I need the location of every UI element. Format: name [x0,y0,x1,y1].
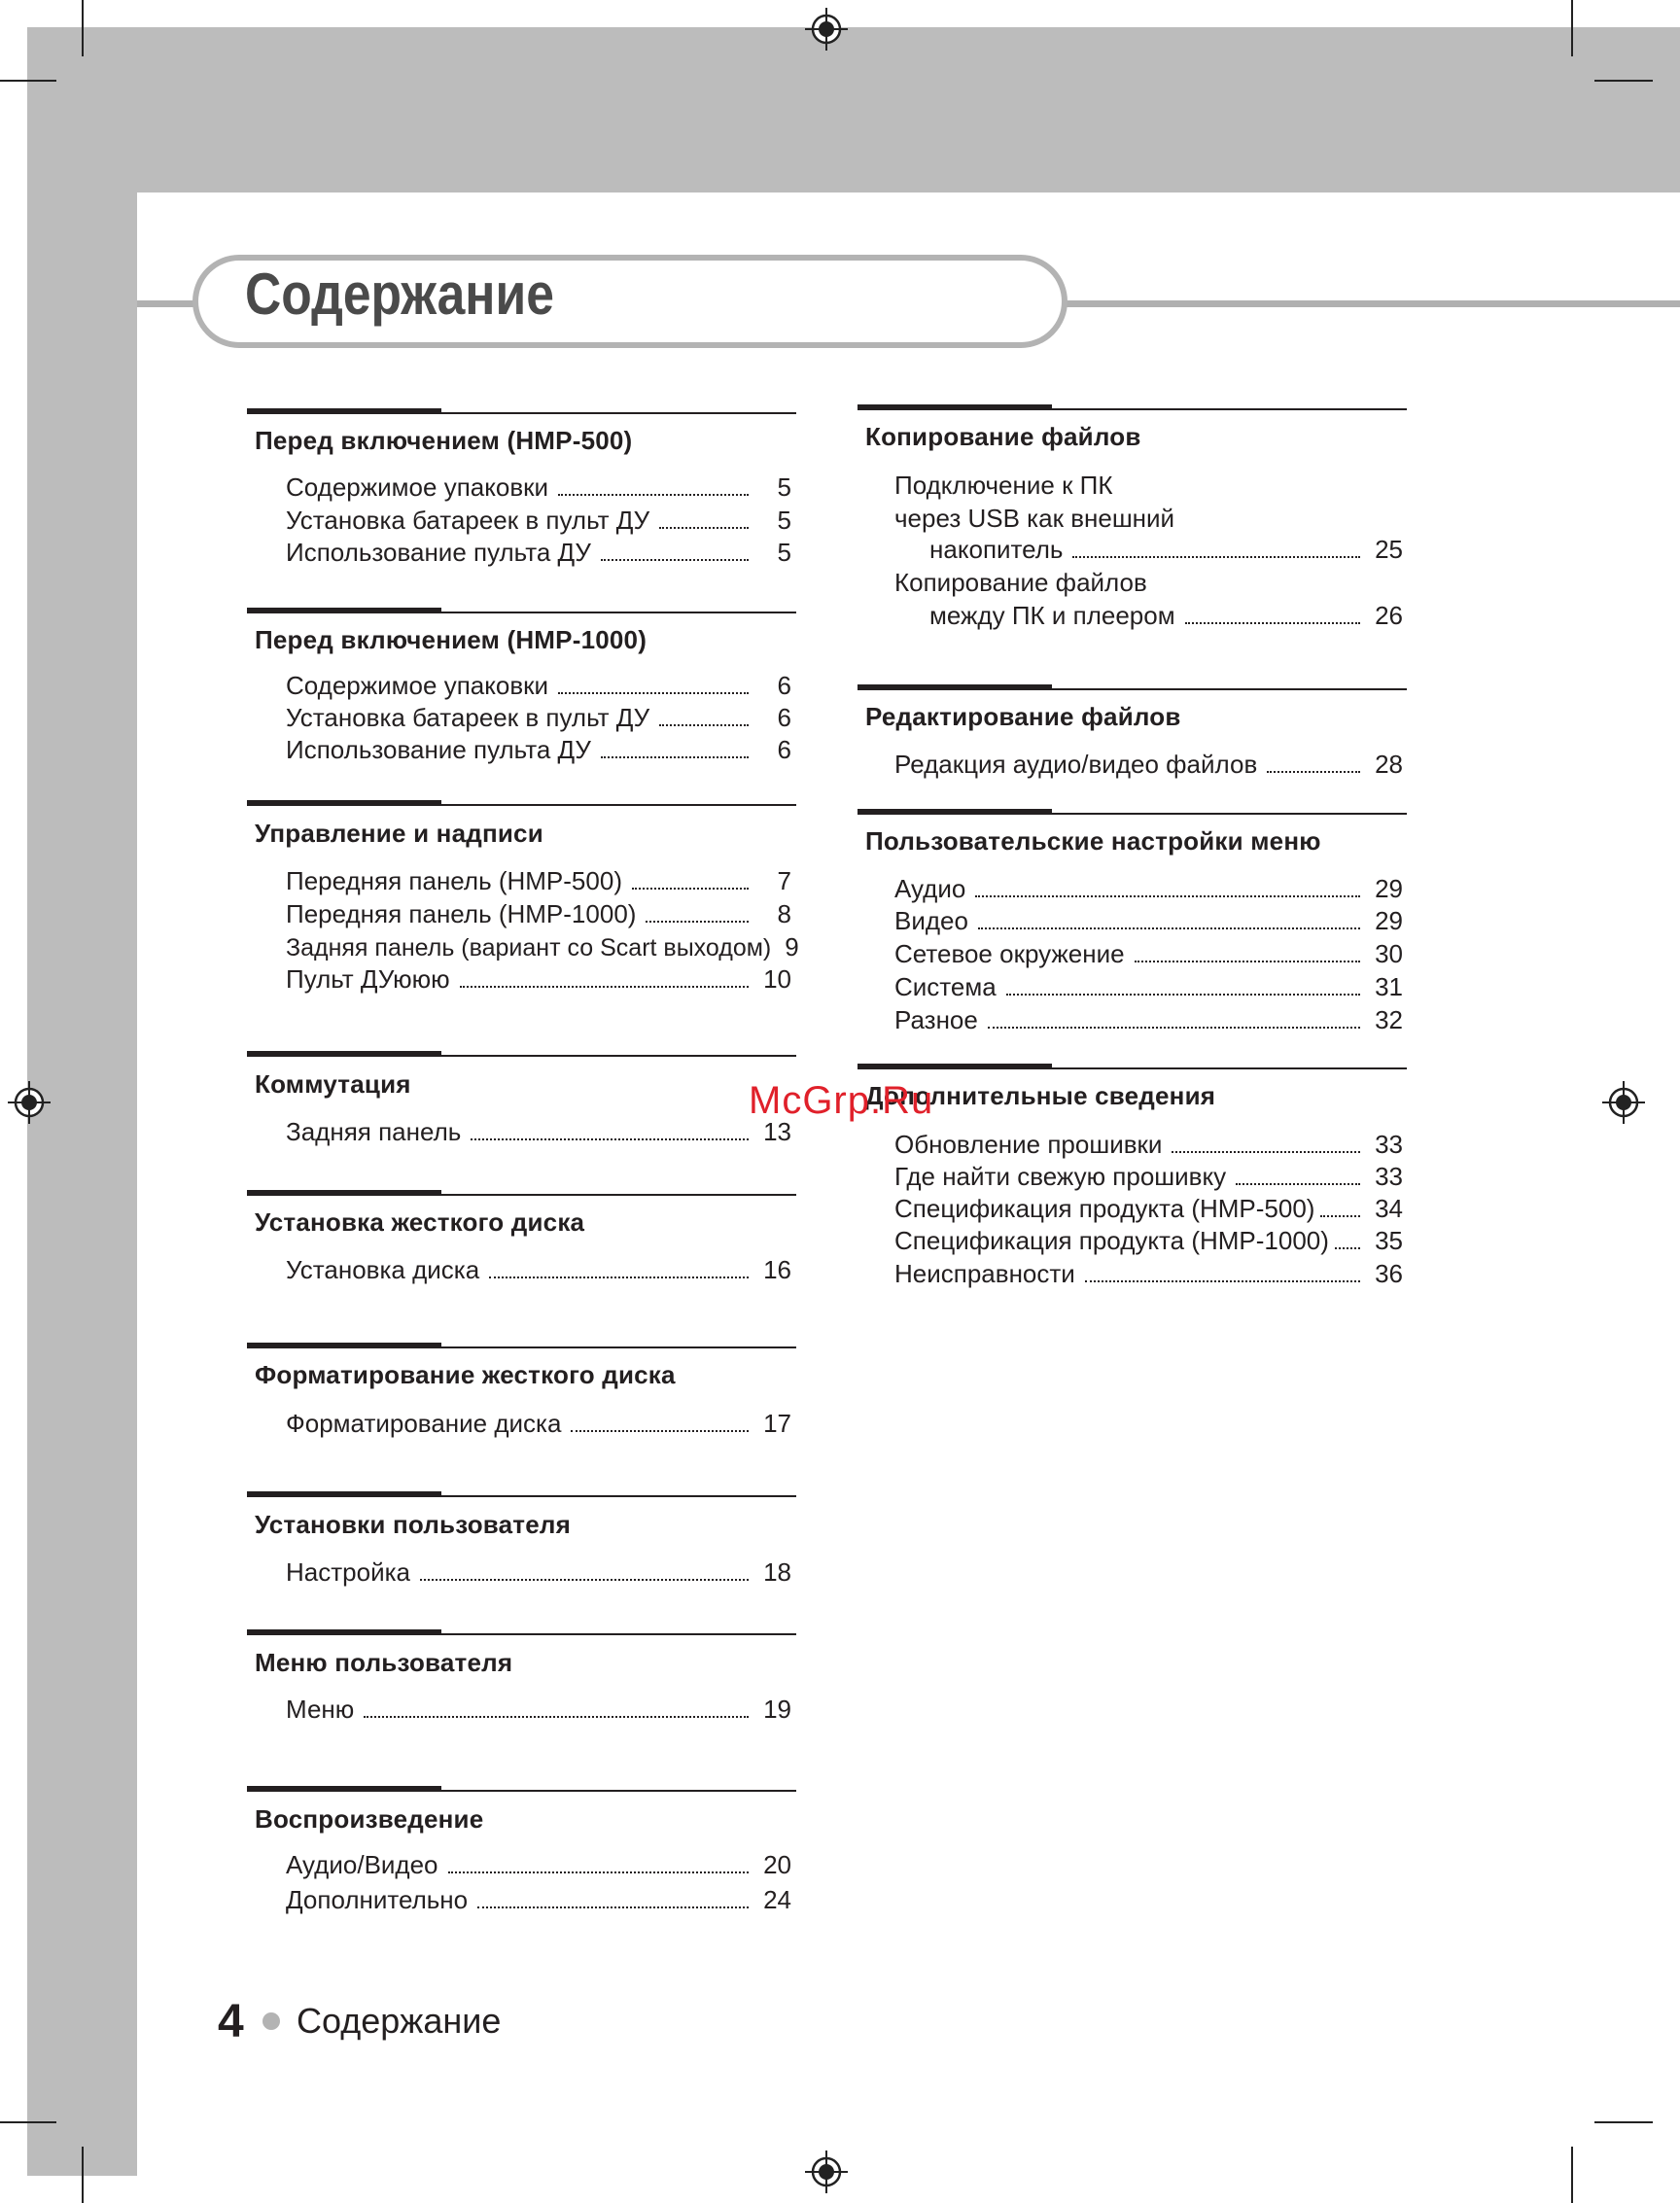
crop-mark [1594,80,1653,82]
entry-label: Использование пульта ДУ [286,538,591,567]
entry-label[interactable]: через USB как внешний [894,504,1175,533]
entry-page: 16 [763,1255,791,1284]
entry-label: Система [894,972,997,1001]
entry-page: 20 [763,1850,791,1879]
section-title: Воспроизведение [255,1804,484,1834]
section-title: Перед включением (HMP-500) [255,426,633,455]
toc-entry[interactable] [286,1850,791,1880]
entry-page: 33 [1375,1162,1403,1191]
entry-page: 18 [763,1557,791,1587]
section-title: Установки пользователя [255,1510,571,1539]
toc-entry[interactable] [286,735,791,765]
registration-mark-icon [1602,1081,1645,1124]
entry-page: 9 [785,932,799,962]
entry-label[interactable]: Копирование файлов [894,568,1147,597]
page-title: Содержание [245,262,554,327]
entry-label: Содержимое упаковки [286,472,549,502]
entry-page: 26 [1375,601,1403,630]
crop-mark [82,0,84,56]
toc-entry[interactable] [929,601,1403,631]
entry-label: Где найти свежую прошивку [894,1162,1227,1191]
entry-label: Обновление прошивки [894,1130,1163,1159]
entry-page: 36 [1375,1259,1403,1288]
section-title: Меню пользователя [255,1648,513,1677]
page-number: 4 [218,1996,244,2047]
crop-mark [1594,2121,1653,2123]
toc-entry[interactable] [929,535,1403,565]
entry-page: 7 [777,866,791,895]
entry-label: Настройка [286,1557,410,1587]
entry-page: 6 [777,703,791,732]
section-title: Коммутация [255,1069,411,1099]
toc-entry[interactable] [894,874,1403,904]
toc-entry[interactable] [286,866,791,896]
toc-entry[interactable] [894,939,1403,969]
entry-label: Установка батареек в пульт ДУ [286,506,650,535]
crop-mark [0,2121,56,2123]
entry-label[interactable]: Подключение к ПК [894,471,1113,500]
toc-entry[interactable] [286,932,799,962]
toc-entry[interactable] [286,1409,791,1439]
entry-label: Задняя панель (вариант со Scart выходом) [286,934,772,962]
toc-entry[interactable] [894,750,1403,780]
entry-page: 6 [777,671,791,700]
entry-label: Видео [894,906,968,935]
entry-label: Установка батареек в пульт ДУ [286,703,650,732]
entry-page: 5 [777,506,791,535]
registration-mark-icon [805,2151,848,2193]
toc-entry[interactable] [286,1557,791,1588]
entry-label: Аудио/Видео [286,1850,438,1879]
toc-entry[interactable] [894,1005,1403,1035]
section-title: Перед включением (HMP-1000) [255,625,648,654]
entry-page: 5 [777,538,791,567]
entry-page: 30 [1375,939,1403,968]
section-title: Управление и надписи [255,819,543,848]
toc-entry[interactable] [894,906,1403,936]
entry-label: Содержимое упаковки [286,671,549,700]
registration-mark-icon [8,1081,51,1124]
entry-page: 5 [777,472,791,502]
toc-entry[interactable] [894,972,1403,1002]
entry-page: 24 [763,1885,791,1914]
entry-page: 34 [1375,1194,1403,1223]
toc-entry[interactable] [286,964,791,995]
entry-label: Аудио [894,874,966,903]
entry-page: 35 [1375,1226,1403,1255]
entry-label: Форматирование диска [286,1409,562,1438]
toc-entry[interactable] [286,506,791,536]
entry-page: 19 [763,1695,791,1724]
section-title: Форматирование жесткого диска [255,1360,676,1389]
entry-label: Меню [286,1695,355,1724]
bullet-icon [262,2012,280,2030]
entry-label: Разное [894,1005,978,1034]
toc-entry[interactable] [286,538,791,568]
entry-label: Задняя панель [286,1117,462,1146]
entry-page: 17 [763,1409,791,1438]
entry-label: Дополнительно [286,1885,469,1914]
toc-entry[interactable] [286,1117,791,1147]
entry-page: 32 [1375,1005,1403,1034]
toc-entry[interactable] [286,671,791,701]
entry-label: Сетевое окружение [894,939,1125,968]
entry-label: Пульт ДУююю [286,964,450,994]
toc-entry[interactable] [894,1194,1403,1224]
toc-entry[interactable] [286,1695,791,1725]
entry-page: 13 [763,1117,791,1146]
section-title: Установка жесткого диска [255,1207,585,1237]
entry-page: 33 [1375,1130,1403,1159]
entry-label: Использование пульта ДУ [286,735,591,764]
header-gray-band [27,27,1680,192]
crop-mark [1571,2147,1573,2203]
entry-page: 29 [1375,874,1403,903]
toc-entry[interactable] [286,703,791,733]
toc-entry[interactable] [894,1130,1403,1160]
watermark: McGrp.Ru [749,1079,934,1122]
entry-label: Передняя панель (HMP-500) [286,866,622,895]
toc-entry[interactable] [894,1162,1403,1192]
section-title: Пользовательские настройки меню [865,826,1321,856]
toc-entry[interactable] [286,899,791,929]
entry-label: накопитель [929,535,1064,564]
registration-mark-icon [805,8,848,51]
toc-entry[interactable] [286,472,791,503]
title-rule-right [1060,300,1680,307]
entry-page: 28 [1375,750,1403,779]
section-title: Копирование файлов [865,422,1141,451]
toc-entry[interactable] [286,1255,791,1285]
section-title: Дополнительные сведения [865,1081,1216,1110]
entry-label: Установка диска [286,1255,480,1284]
toc-entry[interactable] [894,1226,1403,1256]
entry-page: 6 [777,735,791,764]
entry-page: 25 [1375,535,1403,564]
entry-page: 29 [1375,906,1403,935]
entry-label: Неисправности [894,1259,1075,1288]
footer-section-title: Содержание [297,2001,502,2041]
crop-mark [1571,0,1573,56]
toc-entry[interactable] [286,1885,791,1915]
entry-page: 10 [763,964,791,994]
section-title: Редактирование файлов [865,702,1181,731]
crop-mark [0,80,56,82]
toc-entry[interactable] [894,1259,1403,1289]
entry-page: 8 [777,899,791,928]
crop-mark [82,2147,84,2203]
entry-label: Спецификация продукта (HMP-1000) [894,1226,1329,1255]
entry-page: 31 [1375,972,1403,1001]
entry-label: Спецификация продукта (HMP-500) [894,1194,1315,1223]
entry-label: Редакция аудио/видео файлов [894,750,1258,779]
entry-label: между ПК и плеером [929,601,1175,630]
entry-label: Передняя панель (HMP-1000) [286,899,637,928]
